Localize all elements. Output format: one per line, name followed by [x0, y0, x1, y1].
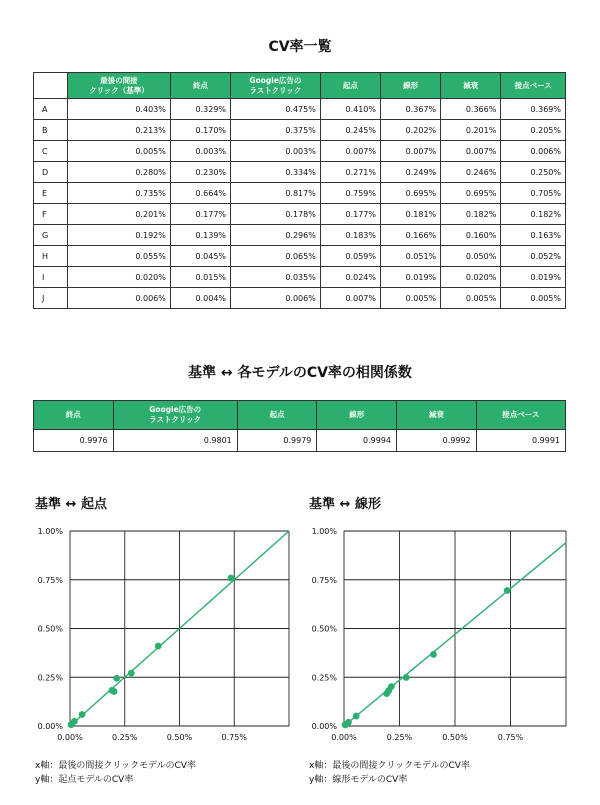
table-cell: 0.059% — [320, 246, 380, 267]
table-cell: 0.005% — [68, 141, 171, 162]
y-tick-label: 0.75% — [311, 575, 337, 585]
table-cell: 0.192% — [68, 225, 171, 246]
x-tick-label: 0.75% — [497, 733, 524, 742]
y-tick-label: 0.25% — [311, 673, 337, 683]
table-cell: 0.006% — [68, 288, 171, 309]
y-tick-label: 0.00% — [311, 722, 337, 731]
table-cell: 0.045% — [170, 246, 230, 267]
data-point — [342, 722, 349, 729]
table-cell: 0.007% — [441, 141, 501, 162]
x-tick-label: 0.50% — [166, 733, 193, 742]
table-cell: 0.183% — [320, 225, 380, 246]
table-cell: 0.035% — [231, 267, 321, 288]
chart2-title: 基準 ↔ 線形 — [309, 497, 381, 512]
column-header: 起点 — [237, 401, 317, 430]
table-cell: 0.250% — [501, 162, 566, 183]
table-cell: 0.007% — [381, 141, 441, 162]
table-cell: 0.664% — [170, 183, 230, 204]
column-header: 終点 — [34, 401, 114, 430]
table-cell: 0.019% — [381, 267, 441, 288]
chart1-caption-x: x軸：最後の間接クリックモデルのCV率 — [35, 761, 196, 771]
table-cell: 0.230% — [170, 162, 230, 183]
chart1-title: 基準 ↔ 起点 — [35, 497, 107, 512]
column-header: 最後の間接 クリック（基準） — [68, 73, 171, 99]
table-cell: 0.475% — [231, 99, 321, 120]
column-header: Google広告の ラストクリック — [231, 73, 321, 99]
x-tick-label: 0.00% — [57, 733, 83, 742]
table-cell: 0.024% — [320, 267, 380, 288]
correlation-cell: 0.9801 — [113, 430, 237, 452]
table-cell: 0.403% — [68, 99, 171, 120]
x-tick-label: 0.25% — [386, 733, 413, 742]
chart2-caption-y: y軸：線形モデルのCV率 — [309, 775, 408, 785]
chart1-caption-y: y軸：起点モデルのCV率 — [35, 775, 134, 785]
table-cell: 0.366% — [441, 99, 501, 120]
column-header: 線形 — [381, 73, 441, 99]
x-tick-label: 0.75% — [221, 733, 247, 742]
data-point — [155, 643, 162, 650]
table-cell: 0.019% — [501, 267, 566, 288]
column-header: 終点 — [170, 73, 230, 99]
row-label: B — [34, 120, 68, 141]
data-point — [113, 675, 120, 682]
table-cell: 0.170% — [170, 120, 230, 141]
table-cell: 0.246% — [441, 162, 501, 183]
table-cell: 0.334% — [231, 162, 321, 183]
y-tick-label: 0.50% — [311, 624, 337, 634]
table-cell: 0.160% — [441, 225, 501, 246]
table-cell: 0.055% — [68, 246, 171, 267]
correlation-cell: 0.9994 — [317, 430, 397, 452]
table-cell: 0.817% — [231, 183, 321, 204]
table-cell: 0.005% — [441, 288, 501, 309]
y-tick-label: 1.00% — [37, 527, 63, 536]
table-cell: 0.202% — [381, 120, 441, 141]
table-cell: 0.205% — [501, 120, 566, 141]
table-cell: 0.213% — [68, 120, 171, 141]
table-cell: 0.695% — [441, 183, 501, 204]
table-cell: 0.177% — [320, 204, 380, 225]
x-tick-label: 0.50% — [442, 733, 468, 742]
table-cell: 0.177% — [170, 204, 230, 225]
table-cell: 0.178% — [231, 204, 321, 225]
table-cell: 0.052% — [501, 246, 566, 267]
table-cell: 0.005% — [381, 288, 441, 309]
data-point — [79, 711, 86, 718]
data-point — [128, 670, 135, 677]
table-cell: 0.004% — [170, 288, 230, 309]
column-header: 線形 — [317, 401, 397, 430]
row-label: G — [34, 225, 68, 246]
table-cell: 0.249% — [381, 162, 441, 183]
table-cell: 0.003% — [170, 141, 230, 162]
table-cell: 0.329% — [170, 99, 230, 120]
data-point — [353, 713, 360, 720]
data-point — [109, 687, 116, 694]
table-cell: 0.139% — [170, 225, 230, 246]
data-point — [403, 674, 410, 681]
row-label: H — [34, 246, 68, 267]
chart2-caption — [309, 759, 470, 787]
data-point — [68, 721, 75, 728]
row-label: I — [34, 267, 68, 288]
table-cell: 0.296% — [231, 225, 321, 246]
table-cell: 0.166% — [381, 225, 441, 246]
y-tick-label: 0.75% — [37, 575, 63, 585]
y-tick-label: 0.50% — [37, 624, 63, 634]
column-header: 接点ベース — [501, 73, 566, 99]
correlation-cell: 0.9991 — [476, 430, 565, 452]
column-header: Google広告の ラストクリック — [113, 401, 237, 430]
row-label: A — [34, 99, 68, 120]
table-cell: 0.051% — [381, 246, 441, 267]
page-title: CV率一覧 — [268, 39, 332, 55]
y-tick-label: 0.00% — [37, 722, 63, 731]
correlation-cell: 0.9976 — [34, 430, 114, 452]
row-label: J — [34, 288, 68, 309]
data-point — [430, 651, 437, 658]
x-tick-label: 0.25% — [112, 733, 138, 742]
row-label: C — [34, 141, 68, 162]
column-header: 減衰 — [397, 401, 477, 430]
data-point — [383, 690, 390, 697]
table-cell: 0.367% — [381, 99, 441, 120]
table-cell: 0.695% — [381, 183, 441, 204]
y-tick-label: 1.00% — [311, 527, 337, 536]
table-cell: 0.182% — [501, 204, 566, 225]
table-cell: 0.735% — [68, 183, 171, 204]
table-cell: 0.050% — [441, 246, 501, 267]
correlation-cell: 0.9992 — [397, 430, 477, 452]
table-cell: 0.006% — [501, 141, 566, 162]
table-cell: 0.020% — [441, 267, 501, 288]
row-label: E — [34, 183, 68, 204]
table-cell: 0.181% — [381, 204, 441, 225]
table-cell: 0.003% — [231, 141, 321, 162]
y-tick-label: 0.25% — [37, 673, 63, 683]
table-cell: 0.375% — [231, 120, 321, 141]
column-header: 減衰 — [441, 73, 501, 99]
table-cell: 0.369% — [501, 99, 566, 120]
correlation-title: 基準 ↔ 各モデルのCV率の相関係数 — [188, 365, 412, 381]
table-cell: 0.271% — [320, 162, 380, 183]
table-cell: 0.245% — [320, 120, 380, 141]
table-cell: 0.201% — [68, 204, 171, 225]
table-cell: 0.201% — [441, 120, 501, 141]
chart1-caption — [35, 759, 196, 787]
table-cell: 0.015% — [170, 267, 230, 288]
column-header: 接点ベース — [476, 401, 565, 430]
data-point — [504, 587, 511, 594]
correlation-cell: 0.9979 — [237, 430, 317, 452]
table-cell: 0.759% — [320, 183, 380, 204]
chart2-caption-x: x軸：最後の間接クリックモデルのCV率 — [309, 761, 470, 771]
table-cell: 0.006% — [231, 288, 321, 309]
table-cell: 0.065% — [231, 246, 321, 267]
row-label: F — [34, 204, 68, 225]
table-cell: 0.007% — [320, 288, 380, 309]
table-cell: 0.182% — [441, 204, 501, 225]
row-label: D — [34, 162, 68, 183]
x-tick-label: 0.00% — [331, 733, 357, 742]
table-cell: 0.163% — [501, 225, 566, 246]
table-cell: 0.705% — [501, 183, 566, 204]
data-point — [228, 575, 235, 582]
table-cell: 0.410% — [320, 99, 380, 120]
table-cell: 0.005% — [501, 288, 566, 309]
table-cell: 0.280% — [68, 162, 171, 183]
column-header: 起点 — [320, 73, 380, 99]
table-cell: 0.020% — [68, 267, 171, 288]
table-cell: 0.007% — [320, 141, 380, 162]
